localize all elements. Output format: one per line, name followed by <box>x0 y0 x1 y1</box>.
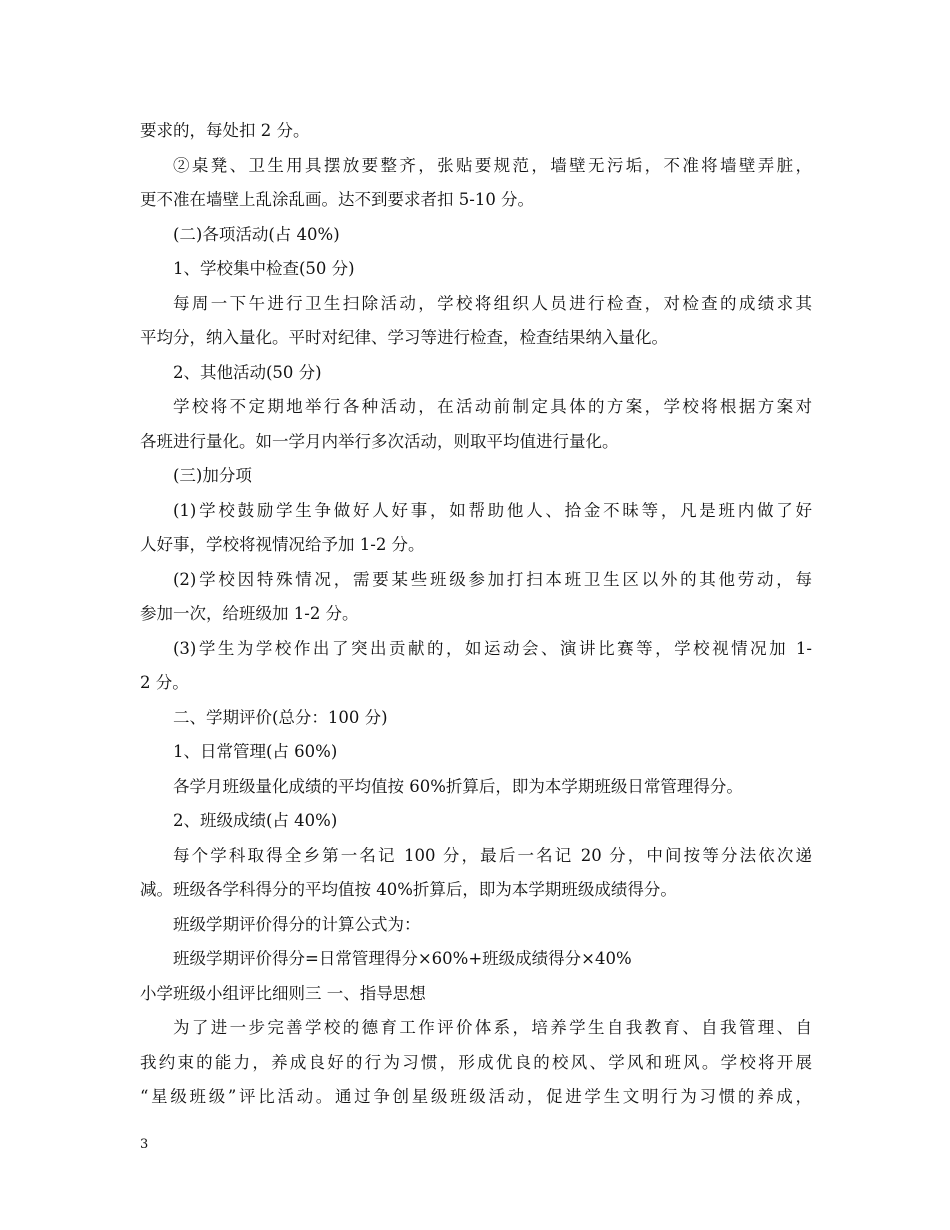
text-line: 参加一次，给班级加 1-2 分。 <box>140 604 359 623</box>
text-line: 班级学期评价得分的计算公式为： <box>173 914 421 934</box>
text-line: 为了进一步完善学校的德育工作评价体系，培养学生自我教育、自我管理、自 <box>173 1018 812 1037</box>
text-line: 更不准在墙壁上乱涂乱画。达不到要求者扣 5-10 分。 <box>140 190 535 209</box>
text-line: 各班进行量化。如一学月内举行多次活动，则取平均值进行量化。 <box>140 431 619 451</box>
text-line: 每个学科取得全乡第一名记 100 分，最后一名记 20 分，中间按等分法依次递 <box>173 845 812 865</box>
text-line: 二、学期评价(总分：100 分) <box>173 707 388 727</box>
text-line: 2、其他活动(50 分) <box>173 362 322 382</box>
text-line: 小学班级小组评比细则三 一、指导思想 <box>140 983 426 1003</box>
text-line: (2)学校因特殊情况，需要某些班级参加打扫本班卫生区以外的其他劳动，每 <box>173 569 812 589</box>
text-line: 1、日常管理(占 60%) <box>173 742 338 761</box>
text-line: 2 分。 <box>140 673 189 692</box>
text-line: 要求的，每处扣 2 分。 <box>140 121 310 140</box>
text-line: (三)加分项 <box>173 466 252 485</box>
text-line: “星级班级”评比活动。通过争创星级班级活动，促进学生文明行为习惯的养成， <box>140 1087 812 1106</box>
text-line: (3)学生为学校作出了突出贡献的，如运动会、演讲比赛等，学校视情况加 1- <box>173 638 812 658</box>
text-line: (1)学校鼓励学生争做好人好事，如帮助他人、拾金不昧等，凡是班内做了好 <box>173 500 812 520</box>
text-line: 2、班级成绩(占 40%) <box>173 811 338 830</box>
text-line: (二)各项活动(占 40%) <box>173 224 340 244</box>
text-line: 班级学期评价得分=日常管理得分×60%+班级成绩得分×40% <box>173 949 632 968</box>
text-line: 减。班级各学科得分的平均值按 40%折算后，即为本学期班级成绩得分。 <box>140 880 677 899</box>
text-line: ②桌凳、卫生用具摆放要整齐，张贴要规范，墙壁无污垢，不准将墙壁弄脏， <box>173 155 812 175</box>
text-line: 各学月班级量化成绩的平均值按 60%折算后，即为本学期班级日常管理得分。 <box>173 776 743 796</box>
text-line: 1、学校集中检查(50 分) <box>173 259 355 278</box>
document-body <box>140 114 812 1115</box>
text-line: 我约束的能力，养成良好的行为习惯，形成优良的校风、学风和班风。学校将开展 <box>140 1052 812 1072</box>
page-number: 3 <box>140 1137 149 1152</box>
text-line: 人好事，学校将视情况给予加 1-2 分。 <box>140 535 425 554</box>
text-line: 平均分，纳入量化。平时对纪律、学习等进行检查，检查结果纳入量化。 <box>140 328 668 347</box>
text-line: 每周一下午进行卫生扫除活动，学校将组织人员进行检查，对检查的成绩求其 <box>173 293 812 313</box>
text-line: 学校将不定期地举行各种活动，在活动前制定具体的方案，学校将根据方案对 <box>173 397 812 416</box>
